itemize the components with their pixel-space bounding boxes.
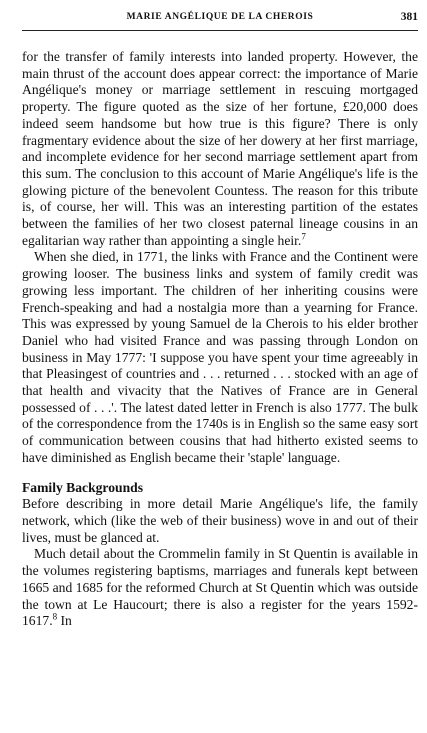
- running-header: [22, 10, 418, 31]
- footnote-ref-8: 8: [52, 611, 58, 622]
- section-heading: Family Backgrounds: [22, 479, 143, 495]
- paragraph-4: [22, 546, 418, 630]
- paragraph-1: [22, 49, 418, 249]
- document-page: [22, 10, 418, 630]
- paragraph-4-continuation: In: [57, 613, 72, 629]
- paragraph-1-text: for the transfer of family interests into landed property. However, the main thrust of the account does appear correct: the importance of Marie Angélique's money or marriage settlement in rescuing mortgaged property. The figure quoted as the size of her fortune, £20,000 does indeed seem handsome but how true is this figure? There is only fragmentary evidence about the size of her dowery at her first marriage, and incomplete evidence for her second marriage settlement apart from this sum. The conclusion to this account of Marie Angélique's life is the glowing picture of the benevolent Countess. The reason for this tribute is, of course, her will. This was an interesting partition of the estates between the families of her two closest paternal lineage cousins in an egalitarian way rather than appointing a single heir.: [22, 49, 418, 248]
- running-title: MARIE ANGÉLIQUE DE LA CHEROIS: [126, 12, 314, 22]
- paragraph-2: [22, 249, 418, 466]
- page-number: 381: [400, 11, 418, 23]
- footnote-ref-7: 7: [301, 231, 306, 242]
- body-text: [22, 49, 418, 630]
- paragraph-3: [22, 496, 418, 546]
- paragraph-4-text: Much detail about the Crommelin family in St Quentin is available in the volumes registering baptisms, marriages and funerals kept between 1665 and 1685 for the reformed Church at St Quentin which was outside the town at Le Haucourt; there is also a register for the years 1592-1617.: [22, 546, 418, 629]
- paragraph-2-text: When she died, in 1771, the links with France and the Continent were growing looser. The business links and system of family credit was growing less important. The children of her inheriting cousins were French-speaking and had a nostalgia more than a yearning for France. This was expressed by young Samuel de la Cherois to his elder brother Daniel who had visited France and was passing through London on business in May 1777: 'I suppose you have spent your time agreeably in that Pleasingest of countries and . . . returned . . . stocked with an age of that health and vivacity that the Natives of France are in General possessed of . . .'. The latest dated letter in French is also 1777. The bulk of the correspondence from the 1740s is in English so the same easy sort of communication between cousins that had hitherto existed seems to have diminished as English became their 'staple' language.: [22, 249, 418, 465]
- paragraph-3-text: Before describing in more detail Marie Angélique's life, the family network, which (like the web of their business) wove in and out of their lives, must be glanced at.: [22, 496, 418, 545]
